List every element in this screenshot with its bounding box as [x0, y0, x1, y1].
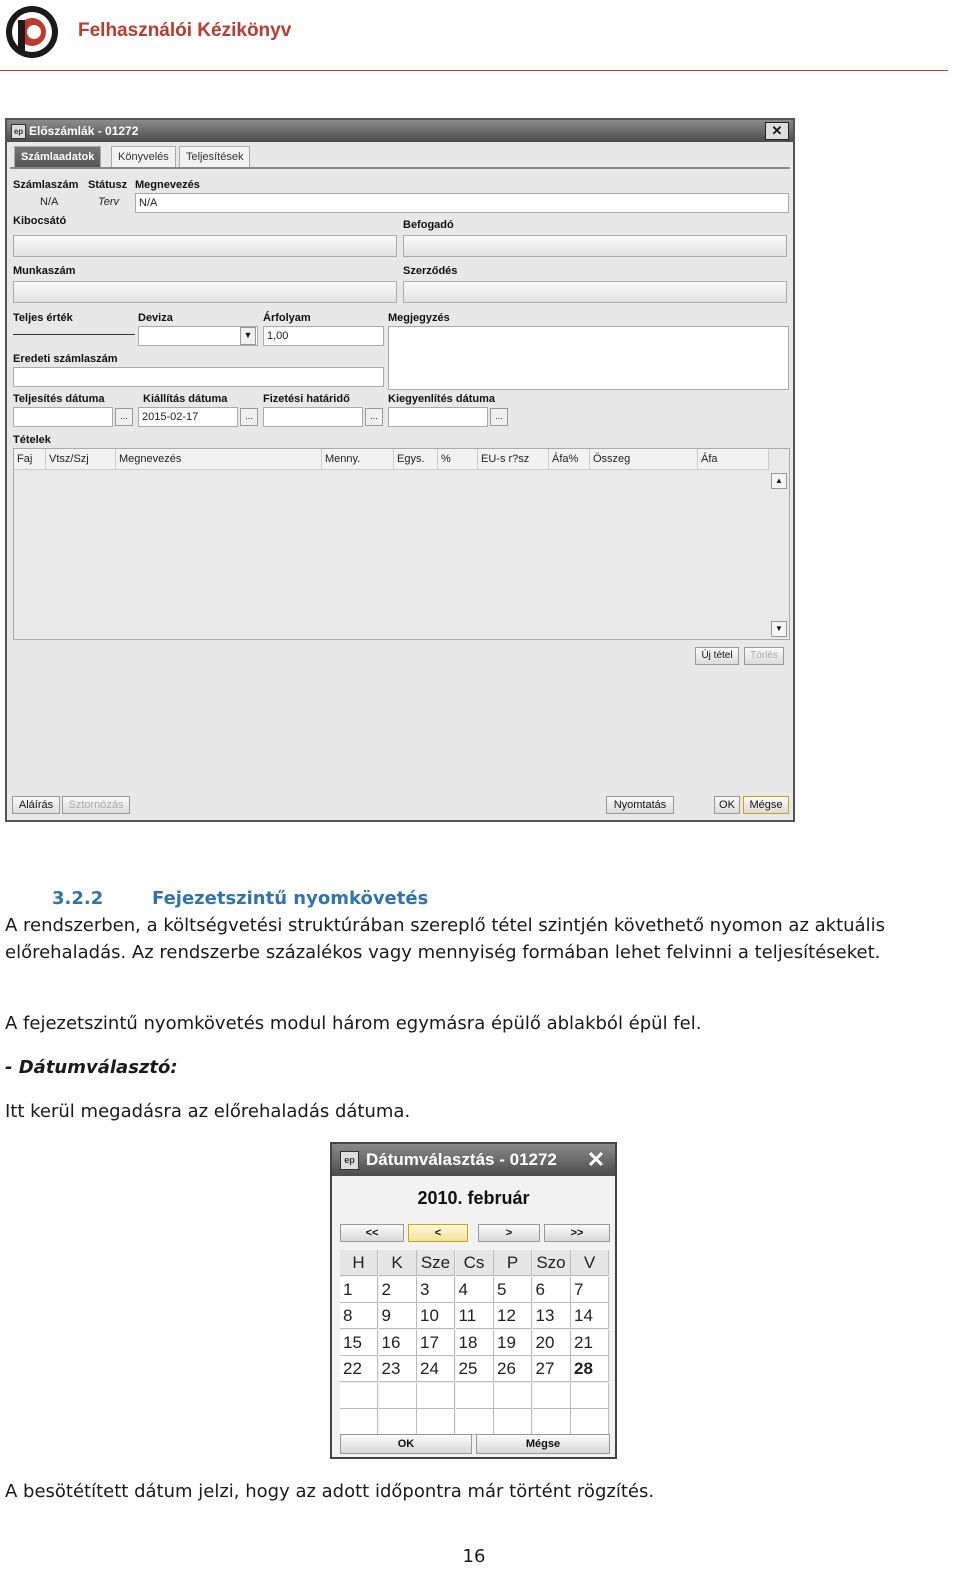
paragraph: A fejezetszintű nyomkövetés modul három egymásra épülő ablakból épül fel.	[5, 1013, 702, 1034]
label-statusz: Státusz	[88, 179, 128, 191]
arfolyam-input[interactable]: 1,00	[263, 326, 384, 346]
label-szerzodes: Szerződés	[403, 265, 458, 277]
invoice-window	[5, 118, 795, 822]
label-eredeti-szamlaszam: Eredeti számlaszám	[13, 353, 118, 365]
calendar-empty-cell	[340, 1383, 378, 1409]
calendar-day[interactable]: 3	[417, 1277, 455, 1303]
calendar-empty-cell	[456, 1409, 494, 1435]
teljesites-datuma-input[interactable]	[13, 407, 113, 427]
items-table-header	[14, 449, 769, 470]
column-header[interactable]: Menny.	[322, 449, 394, 469]
calendar-day[interactable]: 22	[340, 1356, 378, 1382]
new-item-button[interactable]: Új tétel	[695, 647, 739, 665]
calendar-day[interactable]: 1	[340, 1277, 378, 1303]
calendar-day[interactable]: 23	[379, 1356, 417, 1382]
calendar-day[interactable]: 7	[571, 1277, 609, 1303]
calendar-empty-cell	[571, 1383, 609, 1409]
print-button[interactable]: Nyomtatás	[606, 796, 674, 814]
scroll-up-icon[interactable]: ▲	[771, 473, 787, 489]
date-picker-titlebar	[332, 1144, 615, 1176]
calendar-empty-cell	[571, 1409, 609, 1435]
tab-teljesitesek[interactable]: Teljesítések	[179, 146, 250, 167]
ok-button[interactable]: OK	[714, 796, 740, 814]
calendar-day[interactable]: 21	[571, 1330, 609, 1356]
weekday-header: H	[340, 1250, 378, 1276]
section-number: 3.2.2	[52, 888, 104, 909]
calendar-day[interactable]: 6	[533, 1277, 571, 1303]
label-arfolyam: Árfolyam	[263, 312, 311, 324]
column-header[interactable]: Vtsz/Szj	[46, 449, 116, 469]
column-header[interactable]: Áfa	[698, 449, 769, 469]
megnevezes-input[interactable]: N/A	[135, 193, 789, 213]
calendar-day[interactable]: 26	[494, 1356, 532, 1382]
label-kiallitas-datuma: Kiállítás dátuma	[143, 393, 228, 405]
weekday-header: P	[494, 1250, 532, 1276]
sign-button[interactable]: Aláírás	[12, 796, 60, 814]
megjegyzes-textarea[interactable]	[388, 326, 789, 390]
calendar-empty-cell	[340, 1409, 378, 1435]
label-deviza: Deviza	[138, 312, 173, 324]
kiegyenlites-datuma-input[interactable]	[388, 407, 488, 427]
label-kiegyenlites-datuma: Kiegyenlítés dátuma	[388, 393, 495, 405]
label-megnevezes: Megnevezés	[135, 179, 200, 191]
befogado-field[interactable]	[403, 235, 787, 257]
column-header[interactable]: Összeg	[590, 449, 698, 469]
weekday-header: V	[571, 1250, 609, 1276]
calendar-empty-cell	[494, 1409, 532, 1435]
weekday-header: Cs	[456, 1250, 494, 1276]
company-logo	[4, 4, 60, 60]
page-number: 16	[462, 1546, 486, 1567]
calendar-empty-cell	[417, 1383, 455, 1409]
label-munkaszam: Munkaszám	[13, 265, 76, 277]
label-tetelek: Tételek	[13, 434, 51, 446]
calendar-day[interactable]: 18	[456, 1330, 494, 1356]
delete-item-button[interactable]: Törlés	[744, 647, 784, 665]
header-divider	[0, 70, 948, 71]
calendar-day[interactable]: 20	[533, 1330, 571, 1356]
calendar-day[interactable]: 10	[417, 1303, 455, 1329]
calendar-empty-cell	[379, 1383, 417, 1409]
calendar-month: 2010. február	[417, 1188, 530, 1208]
eredeti-szamlaszam-input[interactable]	[13, 367, 384, 387]
weekday-header: Sze	[417, 1250, 455, 1276]
label-szamlaszam: Számlaszám	[13, 179, 79, 191]
ok-button[interactable]: OK	[340, 1434, 472, 1454]
tab-szamlaadatok[interactable]: Számlaadatok	[14, 146, 101, 167]
calendar-day[interactable]: 28	[571, 1356, 609, 1382]
kiallitas-datuma-input[interactable]: 2015-02-17	[138, 407, 238, 427]
column-header[interactable]: EU-s r?sz	[478, 449, 549, 469]
munkaszam-field[interactable]	[13, 281, 397, 303]
subheading: - Dátumválasztó:	[5, 1057, 178, 1078]
calendar-day[interactable]: 2	[379, 1277, 417, 1303]
label-fizetesi-hatarido: Fizetési határidő	[263, 393, 350, 405]
date-picker-title: Dátumválasztás - 01272	[366, 1150, 557, 1169]
calendar-day[interactable]: 5	[494, 1277, 532, 1303]
invoice-window-title: Előszámlák - 01272	[29, 124, 139, 138]
calendar-day[interactable]: 16	[379, 1330, 417, 1356]
calendar-day[interactable]: 19	[494, 1330, 532, 1356]
label-kibocsato: Kibocsátó	[13, 215, 67, 227]
calendar-day[interactable]: 27	[533, 1356, 571, 1382]
label-teljes-ertek: Teljes érték	[13, 312, 73, 324]
label-megjegyzes: Megjegyzés	[388, 312, 450, 324]
calendar-day[interactable]: 12	[494, 1303, 532, 1329]
value-szamlaszam: N/A	[40, 196, 59, 208]
next-year-button[interactable]: >>	[544, 1224, 610, 1242]
teljesites-datuma-picker[interactable]: ...	[115, 408, 133, 426]
cancel-button[interactable]: Mégse	[743, 796, 789, 814]
calendar-empty-cell	[379, 1409, 417, 1435]
szerzodes-field[interactable]	[403, 281, 787, 303]
calendar-day[interactable]: 15	[340, 1330, 378, 1356]
app-icon: ep	[11, 124, 26, 139]
column-header[interactable]: Faj	[14, 449, 46, 469]
calendar-empty-cell	[456, 1383, 494, 1409]
kibocsato-field[interactable]	[13, 235, 397, 257]
kiallitas-datuma-picker[interactable]: ...	[240, 408, 258, 426]
calendar-empty-cell	[417, 1409, 455, 1435]
prev-month-button[interactable]: <	[408, 1224, 468, 1242]
calendar-day[interactable]: 24	[417, 1356, 455, 1382]
header-title: Felhasználói Kézikönyv	[78, 20, 292, 41]
column-header[interactable]: %	[438, 449, 478, 469]
paragraph: Itt kerül megadásra az előrehaladás dátuma.	[5, 1101, 411, 1122]
calendar-day[interactable]: 13	[533, 1303, 571, 1329]
calendar-day[interactable]: 9	[379, 1303, 417, 1329]
next-month-button[interactable]: >	[478, 1224, 540, 1242]
calendar-empty-cell	[533, 1383, 571, 1409]
prev-year-button[interactable]: <<	[340, 1224, 404, 1242]
scroll-down-icon[interactable]: ▼	[771, 621, 787, 637]
date-picker-window	[330, 1142, 617, 1459]
calendar-day[interactable]: 14	[571, 1303, 609, 1329]
column-header[interactable]: Egys.	[394, 449, 438, 469]
weekday-header: Szo	[533, 1250, 571, 1276]
chevron-down-icon[interactable]: ▼	[240, 327, 256, 345]
storno-button[interactable]: Sztornózás	[62, 796, 130, 814]
close-icon[interactable]: ✕	[765, 122, 789, 140]
invoice-window-titlebar	[7, 120, 793, 142]
fizetesi-hatarido-picker[interactable]: ...	[365, 408, 383, 426]
app-icon: ep	[340, 1151, 359, 1170]
label-teljesites-datuma: Teljesítés dátuma	[13, 393, 105, 405]
calendar-day[interactable]: 4	[456, 1277, 494, 1303]
value-statusz: Terv	[98, 196, 119, 208]
calendar-empty-cell	[494, 1383, 532, 1409]
calendar-day[interactable]: 8	[340, 1303, 378, 1329]
column-header[interactable]: Áfa%	[549, 449, 590, 469]
teljes-ertek-line	[13, 334, 135, 335]
calendar-day[interactable]: 25	[456, 1356, 494, 1382]
paragraph: A besötétített dátum jelzi, hogy az adott időpontra már történt rögzítés.	[5, 1481, 655, 1502]
calendar-day[interactable]: 17	[417, 1330, 455, 1356]
calendar-day[interactable]: 11	[456, 1303, 494, 1329]
paragraph: A rendszerben, a költségvetési struktúrában szereplő tétel szintjén követhető nyomon az aktuális előrehaladás. Az rendszerbe százalékos vagy mennyiség formában lehet felvinni a teljesítéseket.	[5, 915, 885, 963]
section-title: Fejezetszintű nyomkövetés	[152, 888, 429, 909]
close-icon[interactable]: ✕	[586, 1147, 606, 1172]
cancel-button[interactable]: Mégse	[476, 1434, 610, 1454]
fizetesi-hatarido-input[interactable]	[263, 407, 363, 427]
weekday-header: K	[379, 1250, 417, 1276]
column-header[interactable]: Megnevezés	[116, 449, 322, 469]
calendar-empty-cell	[533, 1409, 571, 1435]
label-befogado: Befogadó	[403, 219, 454, 231]
kiegyenlites-datuma-picker[interactable]: ...	[490, 408, 508, 426]
tab-konyveles[interactable]: Könyvelés	[111, 146, 176, 167]
items-table[interactable]	[13, 448, 790, 640]
